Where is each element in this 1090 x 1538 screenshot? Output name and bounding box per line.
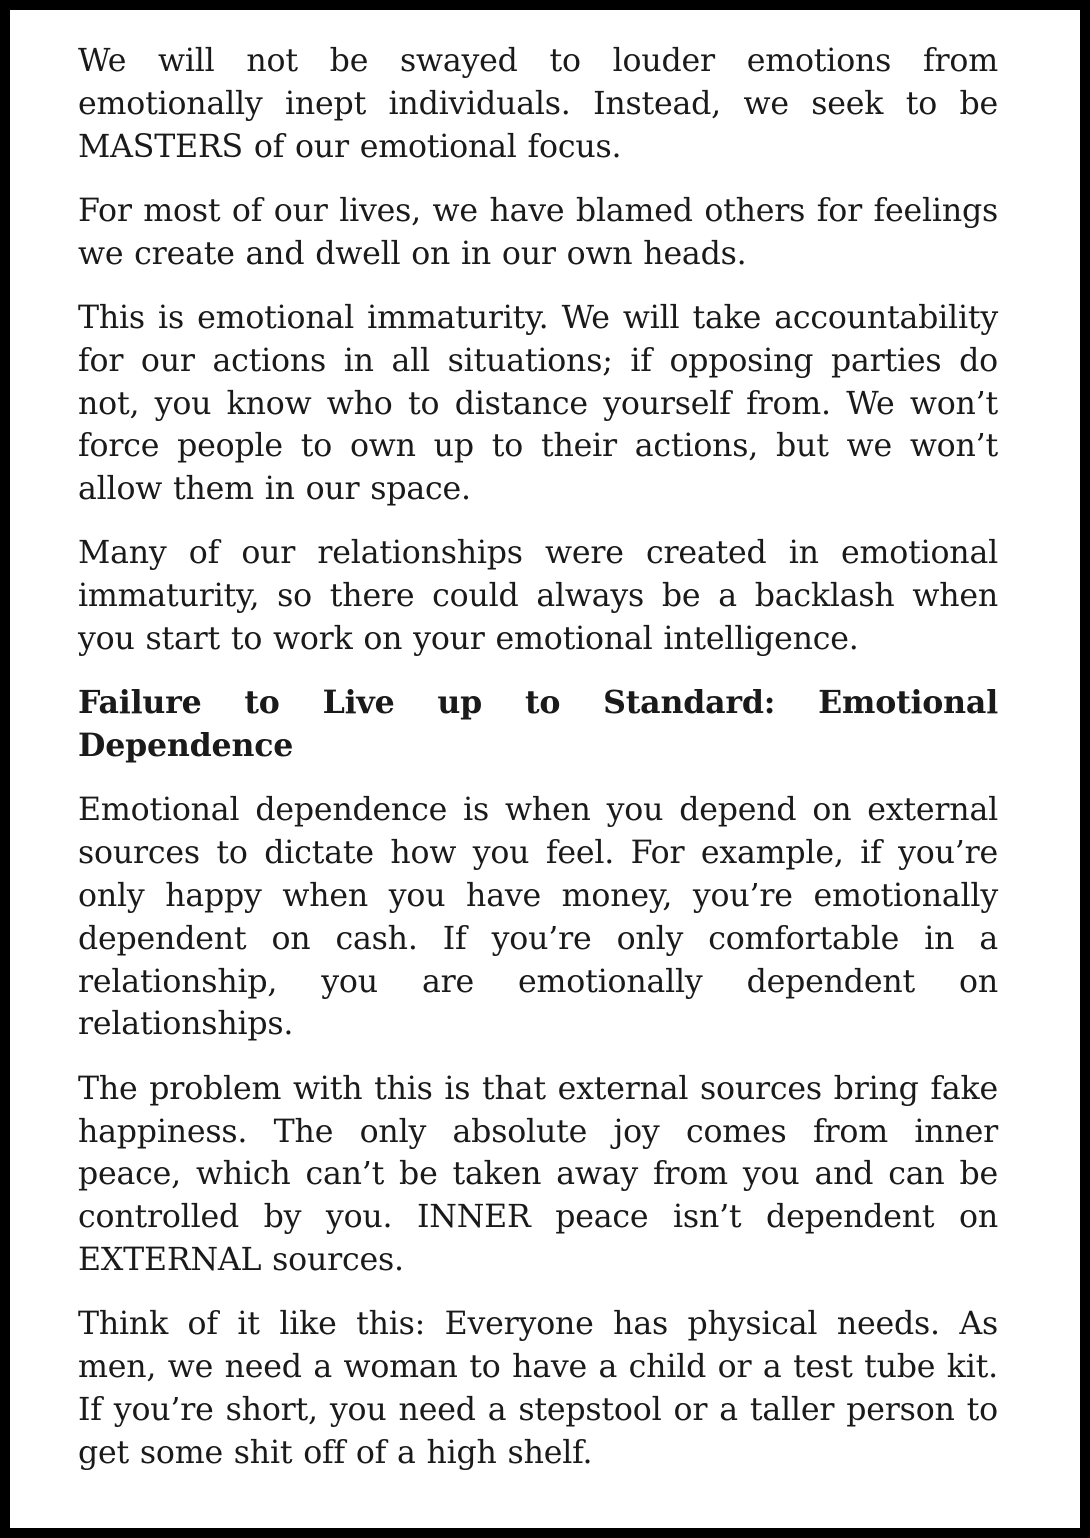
document-page bbox=[10, 10, 1080, 1528]
paragraph-3: This is emotional immaturity. We will take accountability for our actions in all situations; if opposing parties do not, you know who to distance yourself from. We won’t force people to own up to their actions, but we won’t allow them in our space. bbox=[78, 299, 998, 508]
paragraph-6: The problem with this is that external sources bring fake happiness. The only absolute joy comes from inner peace, which can’t be taken away from you and can be controlled by you. INNER peace isn’t dependent on EXTERNAL sources. bbox=[78, 1070, 998, 1278]
paragraph-5: Emotional dependence is when you depend on external sources to dictate how you feel. For example, if you’re only happy when you have money, you’re emotionally dependent on cash. If you’re only comfortable in a relationship, you are emotionally dependent on relationships. bbox=[78, 792, 998, 1043]
paragraph-1: We will not be swayed to louder emotions from emotionally inept individuals. Instead, we seek to be MASTERS of our emotional focus. bbox=[78, 43, 998, 165]
paragraph-7: Think of it like this: Everyone has physical needs. As men, we need a woman to have a child or a test tube kit. If you’re short, you need a stepstool or a taller person to get some shit off of a high shelf. bbox=[78, 1306, 998, 1471]
paragraph-4: Many of our relationships were created in emotional immaturity, so there could always be a backlash when you start to work on your emotional intelligence. bbox=[78, 535, 998, 658]
section-heading: Failure to Live up to Standard: Emotional Dependence bbox=[78, 684, 998, 765]
paragraph-2: For most of our lives, we have blamed others for feelings we create and dwell on in our own heads. bbox=[78, 192, 998, 272]
